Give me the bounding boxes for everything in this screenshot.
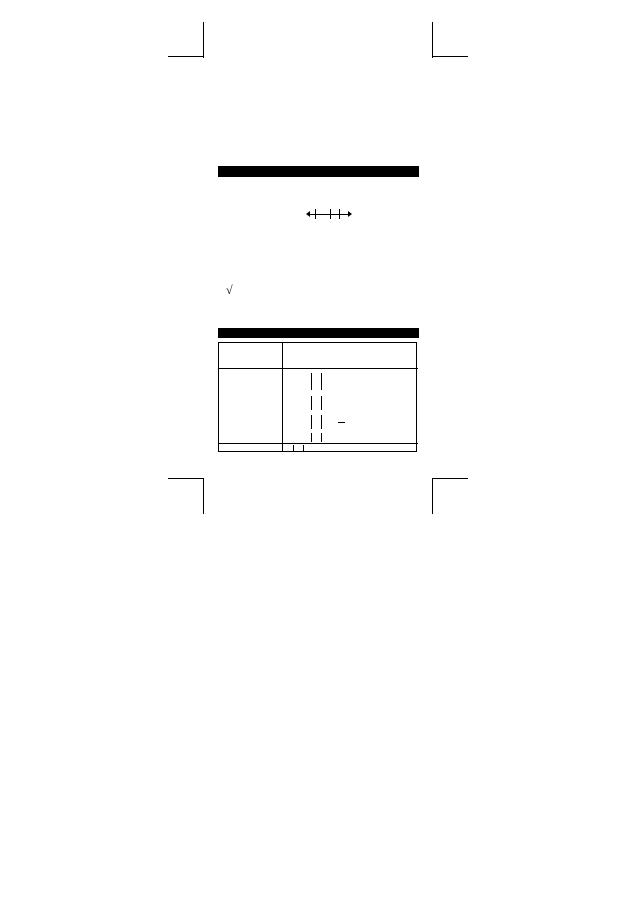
table-footer-mark-a xyxy=(293,445,294,452)
table-row-mark-4a xyxy=(311,433,312,442)
table-body-box xyxy=(218,342,417,452)
dimension-tick-3 xyxy=(339,209,340,219)
section-title-bar xyxy=(218,166,419,177)
table-row-mark-2b xyxy=(321,396,322,410)
crop-mark-top-left-horizontal xyxy=(168,56,204,57)
crop-mark-top-right-horizontal xyxy=(432,56,468,57)
crop-mark-bottom-left-vertical xyxy=(203,478,204,514)
arrow-left-icon xyxy=(306,211,310,217)
dimension-tick-2 xyxy=(330,209,331,219)
table-row-mark-3a xyxy=(311,415,312,429)
table-row-mark-2a xyxy=(311,396,312,410)
table-footer-mark-b xyxy=(303,445,304,452)
table-header-bar xyxy=(218,328,419,338)
table-row-mark-4b xyxy=(321,433,322,442)
table-row-mark-1a xyxy=(311,373,312,390)
crop-mark-top-right-vertical xyxy=(432,22,433,58)
arrow-right-icon xyxy=(348,211,352,217)
crop-mark-bottom-right-vertical xyxy=(432,478,433,514)
sqrt-icon: √ xyxy=(226,283,233,297)
table-footer-rule xyxy=(219,443,418,444)
crop-mark-top-left-vertical xyxy=(203,22,204,58)
data-table xyxy=(218,328,419,454)
dimension-tick-1 xyxy=(315,209,316,219)
table-header-rule xyxy=(219,368,418,369)
crop-mark-bottom-right-horizontal xyxy=(432,478,468,479)
crop-mark-bottom-left-horizontal xyxy=(168,478,204,479)
dimension-figure xyxy=(306,208,352,220)
table-row-dash-3 xyxy=(338,422,345,423)
table-column-divider xyxy=(282,343,283,451)
table-row-mark-3b xyxy=(321,415,322,429)
table-row-mark-1b xyxy=(321,373,322,390)
